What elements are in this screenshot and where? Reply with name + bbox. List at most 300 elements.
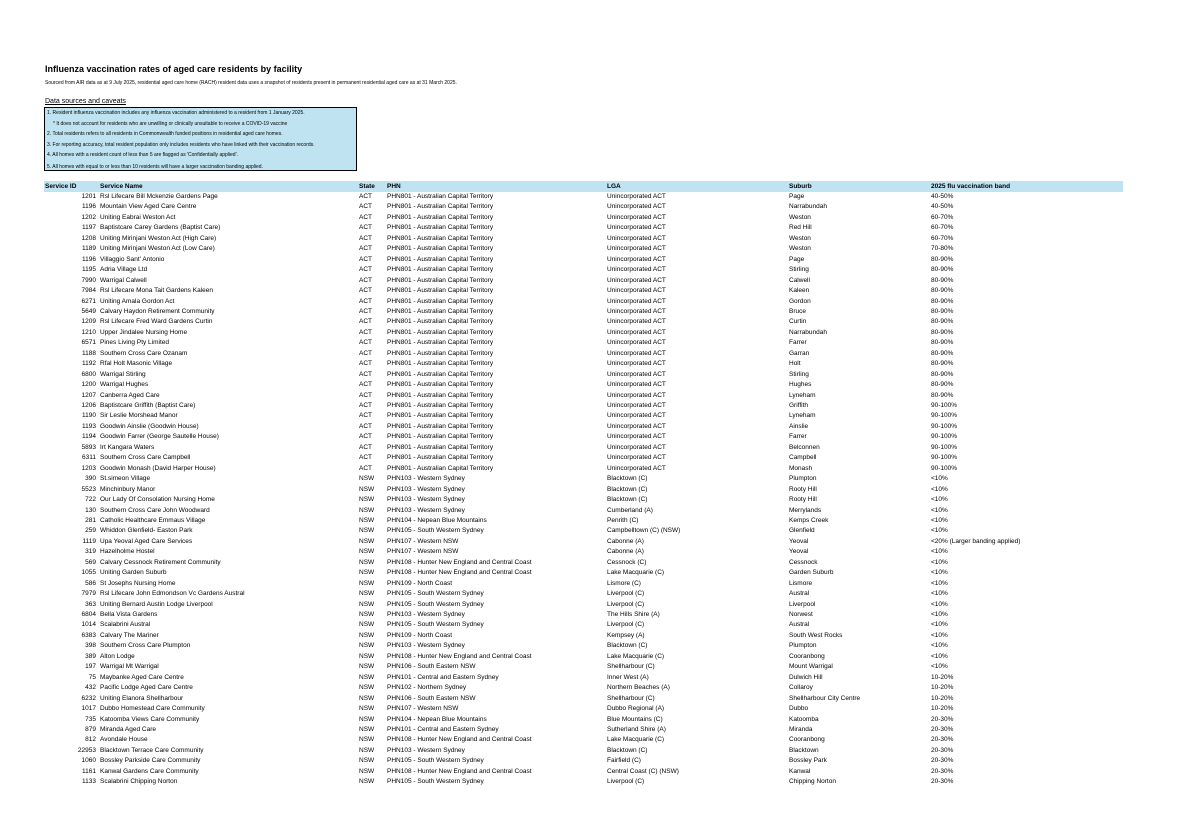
- table-row[interactable]: [0, 683, 1179, 693]
- service-id-cell: 6571: [81, 339, 96, 347]
- table-row[interactable]: [0, 600, 1179, 610]
- state-cell: NSW: [359, 725, 375, 733]
- suburb-cell: Calwell: [789, 276, 810, 284]
- lga-cell: Unincorporated ACT: [607, 276, 666, 284]
- table-row[interactable]: [0, 673, 1179, 683]
- flu-band-cell: 20-30%: [931, 715, 954, 723]
- flu-band-cell: 90-100%: [931, 454, 958, 462]
- suburb-cell: Stirling: [789, 370, 809, 378]
- service-id-cell: 1014: [81, 621, 96, 629]
- lga-cell: Penrith (C): [607, 516, 639, 524]
- phn-cell: PHN103 - Western Sydney: [387, 611, 465, 618]
- state-cell: NSW: [359, 590, 375, 598]
- flu-band-cell: 90-100%: [931, 412, 958, 420]
- table-row[interactable]: [0, 192, 1179, 202]
- service-id-cell: 197: [85, 663, 96, 671]
- flu-band-cell: 10-20%: [931, 694, 954, 702]
- lga-cell: Blacktown (C): [607, 475, 648, 483]
- state-cell: NSW: [359, 694, 375, 702]
- table-row[interactable]: [0, 286, 1179, 296]
- suburb-cell: Weston: [789, 213, 811, 221]
- table-row[interactable]: [0, 777, 1179, 787]
- phn-cell: PHN101 - Central and Eastern Sydney: [387, 725, 499, 733]
- table-row[interactable]: [0, 767, 1179, 777]
- state-cell: NSW: [359, 569, 375, 577]
- suburb-cell: Cooranbong: [789, 736, 825, 744]
- service-name-cell: St Josephs Nursing Home: [100, 579, 176, 587]
- table-row[interactable]: [0, 631, 1179, 641]
- service-name-cell: Calvary Haydon Retirement Community: [100, 307, 215, 315]
- phn-cell: PHN801 - Australian Capital Territory: [387, 245, 494, 253]
- header-service-name[interactable]: Service Name: [100, 183, 143, 190]
- phn-cell: PHN801 - Australian Capital Territory: [387, 391, 494, 399]
- state-cell: NSW: [359, 631, 375, 639]
- state-cell: ACT: [359, 464, 372, 472]
- service-name-cell: Uniting Amala Gordon Act: [100, 297, 175, 305]
- lga-cell: Unincorporated ACT: [607, 433, 666, 441]
- service-name-cell: Warrigal Hughes: [100, 381, 149, 389]
- service-id-cell: 1197: [82, 224, 96, 232]
- table-row[interactable]: [0, 506, 1179, 516]
- service-name-cell: Uniting Elanora Shellharbour: [100, 694, 184, 702]
- flu-band-cell: 80-90%: [931, 370, 954, 378]
- flu-band-cell: 60-70%: [931, 213, 954, 221]
- state-cell: NSW: [359, 475, 375, 483]
- table-row[interactable]: [0, 317, 1179, 327]
- suburb-cell: Garran: [789, 349, 810, 357]
- note-5: 5. All homes with equal to or less than 10 residents will have a larger vaccination banding applied.: [47, 164, 263, 170]
- state-cell: ACT: [359, 422, 372, 430]
- service-id-cell: 5523: [81, 485, 96, 493]
- state-cell: NSW: [359, 506, 375, 514]
- flu-band-cell: <10%: [931, 558, 948, 566]
- lga-cell: Unincorporated ACT: [607, 245, 666, 253]
- phn-cell: PHN801 - Australian Capital Territory: [387, 266, 494, 274]
- service-id-cell: 6383: [81, 631, 96, 639]
- phn-cell: PHN801 - Australian Capital Territory: [387, 234, 494, 242]
- lga-cell: The Hills Shire (A): [607, 611, 660, 618]
- service-name-cell: Goodwin Farrer (George Sautelle House): [100, 433, 219, 441]
- service-id-cell: 1060: [81, 757, 96, 765]
- suburb-cell: Kemps Creek: [789, 516, 829, 524]
- lga-cell: Unincorporated ACT: [607, 360, 666, 368]
- phn-cell: PHN105 - South Western Sydney: [387, 621, 484, 629]
- suburb-cell: Page: [789, 193, 805, 200]
- lga-cell: Unincorporated ACT: [607, 318, 666, 326]
- flu-band-cell: 80-90%: [931, 297, 954, 305]
- lga-cell: Unincorporated ACT: [607, 391, 666, 399]
- lga-cell: Unincorporated ACT: [607, 454, 666, 462]
- phn-cell: PHN801 - Australian Capital Territory: [387, 454, 494, 462]
- flu-band-cell: <10%: [931, 652, 948, 660]
- table-row[interactable]: [0, 568, 1179, 578]
- service-name-cell: Calvary Cessnock Retirement Community: [100, 558, 221, 566]
- table-row[interactable]: [0, 255, 1179, 265]
- flu-band-cell: 10-20%: [931, 673, 954, 681]
- state-cell: NSW: [359, 663, 375, 671]
- phn-cell: PHN801 - Australian Capital Territory: [387, 402, 494, 409]
- lga-cell: Northern Beaches (A): [607, 684, 670, 692]
- header-state[interactable]: State: [359, 183, 375, 190]
- state-cell: NSW: [359, 496, 375, 504]
- flu-band-cell: <10%: [931, 642, 948, 650]
- service-name-cell: Uniting Mirinjani Weston Act (High Care): [100, 234, 217, 242]
- service-name-cell: Catholic Healthcare Emmaus Village: [100, 516, 206, 524]
- phn-cell: PHN801 - Australian Capital Territory: [387, 287, 494, 295]
- service-name-cell: Scalabrini Chipping Norton: [100, 778, 178, 786]
- flu-band-cell: <10%: [931, 548, 948, 556]
- table-row[interactable]: [0, 223, 1179, 233]
- service-name-cell: Pines Living Pty Limited: [100, 339, 170, 347]
- state-cell: NSW: [359, 642, 375, 650]
- suburb-cell: Blacktown: [789, 746, 819, 754]
- table-row[interactable]: [0, 746, 1179, 756]
- suburb-cell: Norwest: [789, 611, 813, 618]
- service-id-cell: 259: [85, 527, 96, 535]
- service-id-cell: 432: [85, 684, 96, 692]
- table-row[interactable]: [0, 756, 1179, 766]
- phn-cell: PHN801 - Australian Capital Territory: [387, 307, 494, 315]
- header-suburb[interactable]: Suburb: [789, 183, 812, 190]
- table-row[interactable]: [0, 662, 1179, 672]
- lga-cell: Cabonne (A): [607, 548, 644, 556]
- table-row[interactable]: [0, 380, 1179, 390]
- suburb-cell: Chipping Norton: [789, 778, 836, 786]
- flu-band-cell: 20-30%: [931, 757, 954, 765]
- service-name-cell: Hazelholme Hostel: [100, 548, 155, 556]
- service-id-cell: 1119: [82, 537, 96, 545]
- service-name-cell: Warrigal Mt Warrigal: [100, 663, 159, 671]
- service-name-cell: Bossley Parkside Care Community: [100, 757, 201, 765]
- flu-band-cell: 20-30%: [931, 767, 954, 775]
- table-row[interactable]: [0, 704, 1179, 714]
- service-id-cell: 1202: [81, 213, 96, 221]
- header-service-id[interactable]: Service ID: [45, 183, 77, 190]
- lga-cell: Lake Macquarie (C): [607, 652, 665, 660]
- phn-cell: PHN108 - Hunter New England and Central Coast: [387, 558, 532, 566]
- lga-cell: Unincorporated ACT: [607, 443, 666, 451]
- state-cell: NSW: [359, 558, 375, 566]
- state-cell: ACT: [359, 245, 372, 253]
- suburb-cell: Bossley Park: [789, 757, 827, 765]
- suburb-cell: Ainslie: [789, 422, 809, 430]
- table-row[interactable]: [0, 328, 1179, 338]
- flu-band-cell: <10%: [931, 631, 948, 639]
- table-row[interactable]: [0, 526, 1179, 536]
- suburb-cell: Kanwal: [789, 767, 811, 775]
- service-name-cell: Villaggio Sant' Antonio: [100, 255, 165, 263]
- service-id-cell: 1195: [82, 266, 96, 274]
- lga-cell: Cessnock (C): [607, 558, 647, 566]
- flu-band-cell: 80-90%: [931, 276, 954, 284]
- service-id-cell: 1194: [82, 433, 96, 441]
- lga-cell: Unincorporated ACT: [607, 328, 666, 336]
- lga-cell: Blacktown (C): [607, 746, 648, 754]
- flu-band-cell: 80-90%: [931, 307, 954, 315]
- flu-band-cell: 80-90%: [931, 287, 954, 295]
- phn-cell: PHN801 - Australian Capital Territory: [387, 370, 494, 378]
- table-row[interactable]: [0, 558, 1179, 568]
- table-row[interactable]: [0, 265, 1179, 275]
- table-row[interactable]: [0, 391, 1179, 401]
- suburb-cell: Liverpool: [789, 600, 816, 608]
- suburb-cell: Austral: [789, 621, 810, 629]
- lga-cell: Unincorporated ACT: [607, 402, 666, 409]
- suburb-cell: Glenfield: [789, 527, 815, 535]
- phn-cell: PHN103 - Western Sydney: [387, 506, 465, 514]
- table-row[interactable]: [0, 652, 1179, 662]
- suburb-cell: Merrylands: [789, 506, 822, 514]
- service-name-cell: Our Lady Of Consolation Nursing Home: [100, 496, 215, 504]
- service-name-cell: Rsl Lifecare Mona Tait Gardens Kaleen: [100, 287, 213, 295]
- service-name-cell: Kanwal Gardens Care Community: [100, 767, 199, 775]
- table-row[interactable]: [0, 307, 1179, 317]
- flu-band-cell: <10%: [931, 475, 948, 483]
- state-cell: NSW: [359, 673, 375, 681]
- lga-cell: Unincorporated ACT: [607, 224, 666, 232]
- flu-band-cell: 90-100%: [931, 422, 958, 430]
- table-row[interactable]: [0, 443, 1179, 453]
- table-row[interactable]: [0, 735, 1179, 745]
- service-name-cell: Bella Vista Gardens: [100, 611, 158, 618]
- table-row[interactable]: [0, 213, 1179, 223]
- phn-cell: PHN801 - Australian Capital Territory: [387, 412, 494, 420]
- service-id-cell: 319: [85, 548, 96, 556]
- table-row[interactable]: [0, 547, 1179, 557]
- table-row[interactable]: [0, 579, 1179, 589]
- suburb-cell: Holt: [789, 360, 801, 368]
- lga-cell: Cumberland (A): [607, 506, 653, 514]
- table-row[interactable]: [0, 244, 1179, 254]
- state-cell: NSW: [359, 537, 375, 545]
- phn-cell: PHN107 - Western NSW: [387, 537, 459, 545]
- suburb-cell: Lyneham: [789, 412, 816, 420]
- caveats-link[interactable]: Data sources and caveats: [45, 98, 126, 105]
- table-row[interactable]: [0, 725, 1179, 735]
- lga-cell: Blue Mountains (C): [607, 715, 663, 723]
- flu-band-cell: <20% (Larger banding applied): [931, 537, 1021, 545]
- table-row[interactable]: [0, 474, 1179, 484]
- phn-cell: PHN801 - Australian Capital Territory: [387, 328, 494, 336]
- phn-cell: PHN801 - Australian Capital Territory: [387, 433, 494, 441]
- state-cell: ACT: [359, 454, 372, 462]
- flu-band-cell: 80-90%: [931, 266, 954, 274]
- header-phn[interactable]: PHN: [387, 183, 401, 190]
- table-row[interactable]: [0, 485, 1179, 495]
- service-id-cell: 22953: [77, 746, 96, 754]
- state-cell: NSW: [359, 579, 375, 587]
- phn-cell: PHN801 - Australian Capital Territory: [387, 193, 494, 200]
- suburb-cell: Cooranbong: [789, 652, 825, 660]
- suburb-cell: Weston: [789, 245, 811, 253]
- state-cell: NSW: [359, 652, 375, 660]
- service-name-cell: Southern Cross Care Ozanam: [100, 349, 188, 357]
- service-id-cell: 390: [85, 475, 96, 483]
- flu-band-cell: <10%: [931, 590, 948, 598]
- table-row[interactable]: [0, 432, 1179, 442]
- state-cell: NSW: [359, 516, 375, 524]
- flu-band-cell: 90-100%: [931, 402, 958, 409]
- table-row[interactable]: [0, 276, 1179, 286]
- phn-cell: PHN801 - Australian Capital Territory: [387, 318, 494, 326]
- suburb-cell: Shellharbour City Centre: [789, 694, 861, 702]
- lga-cell: Unincorporated ACT: [607, 307, 666, 315]
- service-name-cell: Uniting Bernard Austin Lodge Liverpool: [100, 600, 213, 608]
- flu-band-cell: 80-90%: [931, 391, 954, 399]
- state-cell: NSW: [359, 767, 375, 775]
- phn-cell: PHN801 - Australian Capital Territory: [387, 464, 494, 472]
- service-name-cell: Baptistcare Carey Gardens (Baptist Care): [100, 224, 221, 232]
- service-name-cell: St.simeon Village: [100, 475, 151, 483]
- suburb-cell: Rooty Hill: [789, 485, 817, 493]
- service-id-cell: 1207: [81, 391, 96, 399]
- suburb-cell: Belconnen: [789, 443, 820, 451]
- state-cell: ACT: [359, 213, 372, 221]
- state-cell: NSW: [359, 684, 375, 692]
- table-row[interactable]: [0, 537, 1179, 547]
- suburb-cell: Farrer: [789, 433, 807, 441]
- service-name-cell: Blacktown Terrace Care Community: [100, 746, 204, 754]
- table-row[interactable]: [0, 349, 1179, 359]
- flu-band-cell: 80-90%: [931, 318, 954, 326]
- service-id-cell: 1189: [82, 245, 96, 253]
- flu-band-cell: 80-90%: [931, 255, 954, 263]
- table-row[interactable]: [0, 516, 1179, 526]
- state-cell: NSW: [359, 621, 375, 629]
- table-row[interactable]: [0, 338, 1179, 348]
- note-2: 2. Total residents refers to all residents in Commonwealth funded positions in residential aged care homes.: [47, 131, 283, 137]
- table-row[interactable]: [0, 297, 1179, 307]
- phn-cell: PHN109 - North Coast: [387, 631, 453, 639]
- service-name-cell: Avondale House: [100, 736, 148, 744]
- phn-cell: PHN801 - Australian Capital Territory: [387, 349, 494, 357]
- table-row[interactable]: [0, 694, 1179, 704]
- service-name-cell: Maybanke Aged Care Centre: [100, 673, 184, 681]
- service-id-cell: 6232: [81, 694, 96, 702]
- state-cell: ACT: [359, 307, 372, 315]
- table-row[interactable]: [0, 202, 1179, 212]
- table-row[interactable]: [0, 620, 1179, 630]
- lga-cell: Blacktown (C): [607, 642, 648, 650]
- service-id-cell: 130: [85, 506, 96, 514]
- phn-cell: PHN103 - Western Sydney: [387, 642, 465, 650]
- state-cell: NSW: [359, 778, 375, 786]
- service-name-cell: Uniting Garden Suburb: [100, 569, 167, 577]
- service-id-cell: 1206: [81, 402, 96, 409]
- suburb-cell: Lyneham: [789, 391, 816, 399]
- flu-band-cell: <10%: [931, 496, 948, 504]
- table-row[interactable]: [0, 359, 1179, 369]
- table-row[interactable]: [0, 641, 1179, 651]
- lga-cell: Dubbo Regional (A): [607, 705, 665, 713]
- phn-cell: PHN801 - Australian Capital Territory: [387, 360, 494, 368]
- table-row[interactable]: [0, 589, 1179, 599]
- table-row[interactable]: [0, 715, 1179, 725]
- service-name-cell: Upper Jindalee Nursing Home: [100, 328, 188, 336]
- state-cell: ACT: [359, 402, 372, 409]
- header-flu-band[interactable]: 2025 flu vaccination band: [931, 183, 1011, 190]
- phn-cell: PHN103 - Western Sydney: [387, 746, 465, 754]
- suburb-cell: Dulwich Hill: [789, 673, 823, 681]
- table-row[interactable]: [0, 495, 1179, 505]
- service-name-cell: Warrigal Stirling: [100, 370, 146, 378]
- service-name-cell: Upa Yeoval Aged Care Services: [100, 537, 193, 545]
- table-row[interactable]: [0, 411, 1179, 421]
- suburb-cell: Narrabundah: [789, 328, 827, 336]
- suburb-cell: Miranda: [789, 725, 813, 733]
- flu-band-cell: <10%: [931, 621, 948, 629]
- service-id-cell: 1209: [81, 318, 96, 326]
- service-id-cell: 398: [85, 642, 96, 650]
- suburb-cell: Katoomba: [789, 715, 819, 723]
- service-name-cell: Miranda Aged Care: [100, 725, 157, 733]
- suburb-cell: Kaleen: [789, 287, 810, 295]
- service-id-cell: 389: [85, 652, 96, 660]
- table-row[interactable]: [0, 464, 1179, 474]
- suburb-cell: Narrabundah: [789, 203, 827, 211]
- service-name-cell: Calvary The Mariner: [100, 631, 159, 639]
- state-cell: ACT: [359, 276, 372, 284]
- phn-cell: PHN801 - Australian Capital Territory: [387, 443, 494, 451]
- phn-cell: PHN108 - Hunter New England and Central Coast: [387, 736, 532, 744]
- flu-band-cell: 90-100%: [931, 433, 958, 441]
- flu-band-cell: 40-50%: [931, 203, 954, 211]
- state-cell: ACT: [359, 203, 372, 211]
- header-lga[interactable]: LGA: [607, 183, 621, 190]
- flu-band-cell: 80-90%: [931, 328, 954, 336]
- phn-cell: PHN103 - Western Sydney: [387, 475, 465, 483]
- state-cell: NSW: [359, 736, 375, 744]
- service-name-cell: Katoomba Views Care Community: [100, 715, 200, 723]
- phn-cell: PHN801 - Australian Capital Territory: [387, 297, 494, 305]
- lga-cell: Liverpool (C): [607, 590, 645, 598]
- table-row[interactable]: [0, 234, 1179, 244]
- phn-cell: PHN105 - South Western Sydney: [387, 757, 484, 765]
- phn-cell: PHN801 - Australian Capital Territory: [387, 213, 494, 221]
- service-name-cell: Rsl Lifecare Bill Mckenzie Gardens Page: [100, 193, 218, 200]
- lga-cell: Unincorporated ACT: [607, 193, 666, 200]
- table-row[interactable]: [0, 610, 1179, 620]
- service-id-cell: 1188: [82, 349, 96, 357]
- service-id-cell: 569: [85, 558, 96, 566]
- phn-cell: PHN801 - Australian Capital Territory: [387, 339, 494, 347]
- state-cell: ACT: [359, 193, 372, 200]
- service-id-cell: 1192: [82, 360, 96, 368]
- service-name-cell: Goodwin Ainslie (Goodwin House): [100, 422, 199, 430]
- service-name-cell: Adria Village Ltd: [100, 266, 148, 274]
- lga-cell: Unincorporated ACT: [607, 234, 666, 242]
- table-row[interactable]: [0, 453, 1179, 463]
- table-row[interactable]: [0, 422, 1179, 432]
- lga-cell: Unincorporated ACT: [607, 381, 666, 389]
- table-row[interactable]: [0, 401, 1179, 411]
- suburb-cell: Curtin: [789, 318, 807, 326]
- suburb-cell: Lismore: [789, 579, 813, 587]
- table-header: [44, 181, 1123, 192]
- state-cell: NSW: [359, 527, 375, 535]
- flu-band-cell: 90-100%: [931, 443, 958, 451]
- phn-cell: PHN107 - Western NSW: [387, 705, 459, 713]
- page-title: Influenza vaccination rates of aged care residents by facility: [45, 64, 303, 74]
- flu-band-cell: 80-90%: [931, 349, 954, 357]
- state-cell: NSW: [359, 548, 375, 556]
- caveats-notes-box: [44, 107, 357, 171]
- service-id-cell: 1203: [81, 464, 96, 472]
- flu-band-cell: <10%: [931, 527, 948, 535]
- table-row[interactable]: [0, 370, 1179, 380]
- phn-cell: PHN103 - Western Sydney: [387, 496, 465, 504]
- service-name-cell: Southern Cross Care John Woodward: [100, 506, 210, 514]
